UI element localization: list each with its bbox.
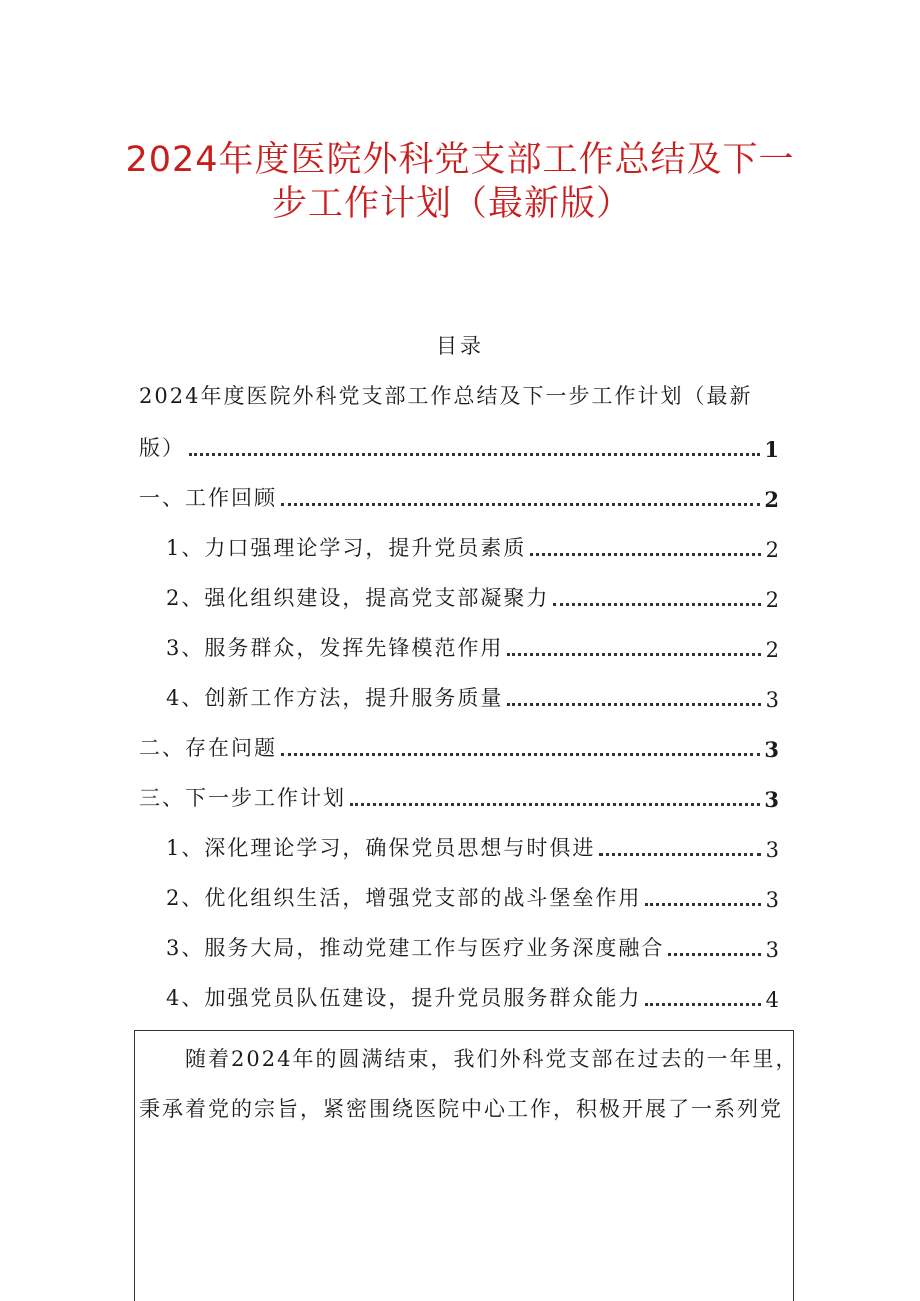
toc-entry[interactable] [139,480,779,512]
toc-page-number: 2 [764,487,779,512]
toc-entry[interactable] [166,880,779,912]
toc-page-number: 1 [764,437,779,462]
toc-entry[interactable] [166,580,779,612]
toc-page-number: 3 [765,888,779,912]
toc-dot-leader [530,553,761,556]
toc-entry[interactable] [139,780,779,812]
toc-entry-title-first-line: 2024年度医院外科党支部工作总结及下一步工作计划（最新 [139,384,753,408]
toc-entry-label: 三、下一步工作计划 [139,786,346,810]
toc-dot-leader [645,903,761,906]
toc-page-number: 2 [765,538,779,562]
toc-entry-label: 二、存在问题 [139,736,277,760]
toc-page-number: 3 [764,737,779,762]
toc-dot-leader [189,453,760,456]
toc-page-number: 2 [765,588,779,612]
toc-page-number: 2 [765,638,779,662]
toc-entry-label: 1、力口强理论学习，提升党员素质 [166,536,527,560]
toc-page-number: 3 [764,787,779,812]
body-paragraph-line: 秉承着党的宗旨，紧密围绕医院中心工作，积极开展了一系列党 [139,1097,783,1121]
toc-entry[interactable] [166,680,779,712]
body-text-box [134,1030,799,1301]
toc-dot-leader [553,603,761,606]
toc-entry[interactable] [166,530,779,562]
toc-dot-leader [668,953,761,956]
toc-entry-label: 2、优化组织生活，增强党支部的战斗堡垒作用 [166,886,642,910]
toc-dot-leader [281,503,760,506]
toc-dot-leader [507,653,761,656]
toc-entry-label: 1、深化理论学习，确保党员思想与时俱进 [166,836,596,860]
toc-dot-leader [645,1003,761,1006]
toc-entry[interactable] [166,930,779,962]
toc-page-number: 3 [765,938,779,962]
toc-page-number: 3 [765,838,779,862]
toc-heading: 目录 [436,334,484,358]
toc-entry[interactable] [166,630,779,662]
document-title-line-2: 步工作计划（最新版） [271,184,632,224]
toc-dot-leader [507,703,761,706]
toc-dot-leader [599,853,761,856]
body-paragraph-line: 随着2024年的圆满结束，我们外科党支部在过去的一年里， [185,1047,799,1071]
toc-entry-label: 一、工作回顾 [139,486,277,510]
toc-entry-label: 4、创新工作方法，提升服务质量 [166,686,504,710]
toc-entry-label: 2、强化组织建设，提高党支部凝聚力 [166,586,550,610]
toc-entry[interactable] [166,980,779,1012]
toc-entry-label: 版） [139,436,185,460]
toc-page-number: 3 [765,688,779,712]
document-title-line-1: 2024年度医院外科党支部工作总结及下一 [125,140,795,180]
toc-entry[interactable] [139,730,779,762]
toc-entry-label: 4、加强党员队伍建设，提升党员服务群众能力 [166,986,642,1010]
toc-entry[interactable] [166,830,779,862]
toc-entry[interactable] [139,430,779,462]
toc-entry-label: 3、服务大局，推动党建工作与医疗业务深度融合 [166,936,665,960]
toc-dot-leader [350,803,760,806]
toc-page-number: 4 [765,988,779,1012]
toc-entry-label: 3、服务群众，发挥先锋模范作用 [166,636,504,660]
toc-dot-leader [281,753,760,756]
